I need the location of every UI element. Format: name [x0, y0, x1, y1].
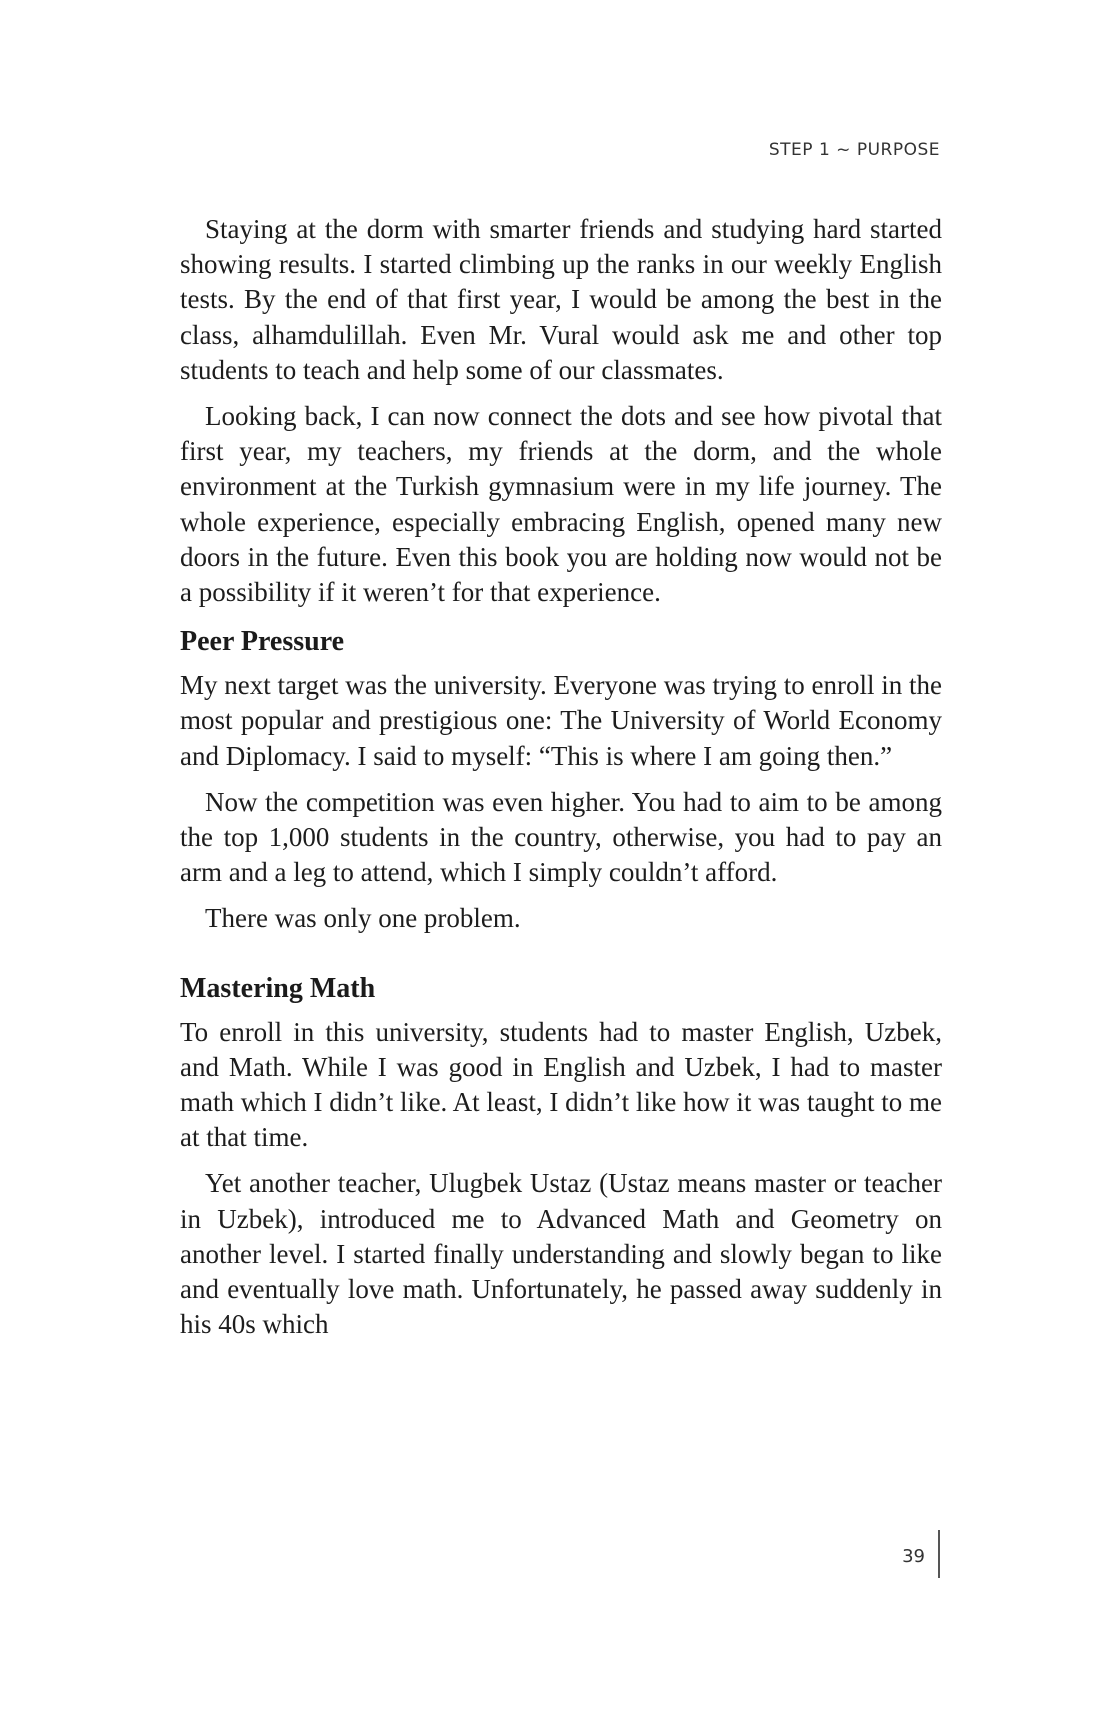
heading-peer-pressure: Peer Pressure	[180, 626, 345, 658]
paragraph-one-problem: There was only one problem.	[205, 903, 521, 934]
paragraph-enroll-requirements: To enroll in this university, students had to master English, Uzbek, and Math. While I was good in English and Uzbek, I had to master math which I didn’t like. At least, I didn’t like how it was taught to me at that time.	[180, 1016, 942, 1153]
paragraph-looking-back: Looking back, I can now connect the dots and see how pivotal that first year, my teachers, my friends at the dorm, and the whole environment at the Turkish gymnasium were in my life journey. The whole experience, especially embracing English, opened many new doors in the future. Even this book you are holding now would not be a possibility if it weren’t for that experience.	[180, 401, 942, 608]
paragraph-ulugbek-ustaz: Yet another teacher, Ulugbek Ustaz (Ustaz means master or teacher in Uzbek), introduced me to Advanced Math and Geometry on another level. I started finally understanding and slowly began to like and eventually love math. Unfortunately, he passed away suddenly in his 40s which	[180, 1168, 942, 1340]
paragraph-next-target: My next target was the university. Everyone was trying to enroll in the most popular and prestigious one: The University of World Economy and Diplomacy. I said to myself: “This is where I am going then.”	[180, 670, 942, 771]
paragraph-competition: Now the competition was even higher. You had to aim to be among the top 1,000 students in the country, otherwise, you had to pay an arm and a leg to attend, which I simply couldn’t afford.	[180, 786, 942, 888]
paragraph-dorm-results: Staying at the dorm with smarter friends and studying hard started showing results. I started climbing up the ranks in our weekly English tests. By the end of that first year, I would be among the best in the class, alhamdulillah. Even Mr. Vural would ask me and other top students to teach and help some of our classmates.	[180, 214, 942, 385]
body-text	[180, 212, 942, 1353]
heading-mastering-math: Mastering Math	[180, 972, 376, 1004]
page-number: 39	[902, 1546, 925, 1567]
page-number-rule	[938, 1530, 940, 1578]
running-head: STEP 1 ~ PURPOSE	[768, 140, 940, 160]
